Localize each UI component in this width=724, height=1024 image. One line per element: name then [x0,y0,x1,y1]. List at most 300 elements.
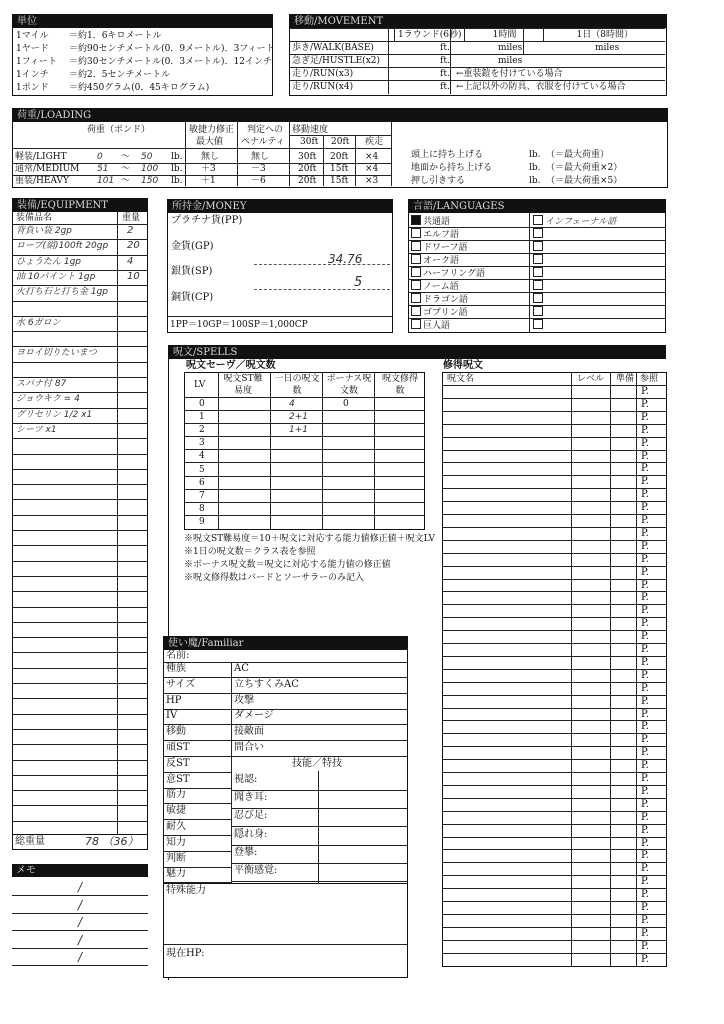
familiar-combat-label: ダメージ [234,710,274,722]
rule-line [13,729,147,730]
money-rate: 1PP＝10GP＝100SP＝1,000CP [170,320,308,330]
language-extra-label: インフェーナル語 [545,217,617,227]
familiar-combat-label: AC [234,663,249,674]
rule-line [13,438,147,439]
familiar-combat-label: 立ちすくみAC [234,678,299,690]
language-checkbox[interactable] [411,293,421,303]
spell-perday: 2+1 [289,412,308,423]
units-row-unit: 1インチ [16,70,49,80]
familiar-skill-label: 聞き耳: [234,792,268,804]
lift-row-note: （＝最大荷重×5） [546,176,623,186]
equipment-item-name: 油 10パイント 1gp [16,271,96,282]
rule-line [13,530,147,531]
language-extra-checkbox[interactable] [533,241,543,251]
lift-row-note: （＝最大荷重） [546,150,610,160]
rule-line [13,790,147,791]
rule-line [13,576,147,577]
language-extra-checkbox[interactable] [533,293,543,303]
rule-line [13,331,147,332]
loading-20-header: 20ft [331,137,350,147]
rule-line [443,888,666,889]
money-header: 所持金/MONEY [168,200,392,213]
rule-line [443,824,666,825]
loading-pen-header: 判定への [247,125,284,135]
loading-pen-header2: ペナルティ [241,137,285,147]
rule-line [13,775,147,776]
rule-line [443,695,666,696]
language-checkbox[interactable] [411,215,421,225]
units-row-unit: 1ポンド [16,83,49,93]
rule-line [443,759,666,760]
spell-level: 7 [199,490,205,501]
spell-ref-page: P. [641,605,649,617]
rule-line [231,863,407,864]
loading-row-run: ×3 [365,176,379,186]
familiar-stat-label: 意ST [166,773,190,785]
rule-line [231,826,407,827]
language-extra-checkbox[interactable] [533,228,543,238]
loading-row-s30: 20ft [298,164,317,174]
familiar-stat-label: 頑ST [166,742,190,753]
spell-ref-page: P. [641,411,649,423]
movement-row-miles: miles [498,56,523,66]
spell-ref-page: P. [641,824,649,836]
rule-line [443,914,666,915]
movement-row-label: 歩き/WALK(BASE) [292,43,374,53]
spell-level: 8 [199,503,205,514]
equipment-item-name: ヨロイ切りたいまつ [16,348,97,359]
familiar-combat-label: 間合い [234,742,264,753]
rule-line [443,669,666,670]
spell-save-table [184,372,425,530]
rule-line [13,545,147,546]
familiar-combat-label: 攻撃 [234,694,254,706]
spell-ref-page: P. [641,515,649,526]
rule-line [13,744,147,745]
loading-row-dex: 無し [201,152,220,162]
rule-line [443,798,666,799]
rule-line [185,449,424,450]
language-label: 共通語 [423,217,451,227]
rule-line [443,643,666,644]
loading-row-run: ×4 [365,152,379,162]
language-label: 巨人語 [423,321,451,331]
units-row-unit: 1ヤード [16,44,49,54]
money-panel [167,199,393,333]
lift-row-label: 頭上に持ち上げる [411,150,484,160]
loading-row-min: 0 [97,152,103,162]
language-checkbox[interactable] [411,241,421,251]
loading-row-label: 重装/HEAVY [15,176,69,186]
spell-ref-page: P. [641,386,649,397]
loading-row-max: 150 [141,176,159,186]
language-extra-checkbox[interactable] [533,319,543,329]
equipment-item-name: 火打ち石と打ち金 1gp [16,287,109,298]
rule-line [13,607,147,608]
rule-line [185,462,424,463]
equipment-item-weight: 20 [127,240,140,252]
spell-ref-page: P. [641,463,649,475]
rule-line [443,591,666,592]
rule-line [443,579,666,580]
rule-line [185,515,424,516]
rule-line [443,682,666,683]
spell-perday: 1+1 [289,425,308,436]
spell-level: 1 [199,412,205,423]
spell-note: ※呪文修得数はバードとソーサラーのみ記入 [184,573,365,583]
units-row-value: ＝約2．5センチメートル [69,70,171,80]
spell-ref-page: P. [641,889,649,901]
equipment-item-name: 背負い袋 2gp [16,226,73,236]
familiar-name-label: 名前: [166,650,190,661]
spell-ref-page: P. [641,540,649,552]
learned-level-header: レベル [577,374,605,384]
spell-ref-page: P. [641,760,649,772]
rule-line [12,913,148,914]
familiar-panel [163,636,408,978]
equipment-item-weight: 4 [127,255,134,267]
familiar-skills-title: 技能／特技 [292,758,342,769]
spell-ref-page: P. [641,437,649,449]
rule-line [13,637,147,638]
units-row-value: ＝約1．6キロメートル [69,31,162,41]
rule-line [443,656,666,657]
rule-line [13,698,147,699]
loading-header: 荷重/LOADING [13,109,667,122]
spell-ref-page: P. [641,773,649,784]
spell-ref-page: P. [641,644,649,655]
language-extra-checkbox[interactable] [533,215,543,225]
loading-weight-header: 荷重（ポンド） [87,125,151,135]
rule-line [443,927,666,928]
loading-row-lb: lb. [171,152,183,162]
rule-line [13,484,147,485]
spell-ref-page: P. [641,631,649,643]
spell-note: ※ボーナス呪文数＝呪文に対応する能力値の修正値 [184,560,391,570]
learned-spells-title: 修得呪文 [443,360,483,371]
spell-ref-page: P. [641,502,649,514]
spell-level: 0 [199,399,205,409]
movement-row-note: ←重装鎧を付けている場合 [456,69,563,79]
rule-line [13,301,147,302]
familiar-hp-label: 現在HP: [166,948,205,959]
rule-line [443,862,666,863]
learned-spells-table [442,372,667,967]
loading-row-lb: lb. [171,164,183,174]
movement-row-label: 走り/RUN(x3) [292,69,354,79]
notes-slash: / [78,897,83,912]
spell-ref-page: P. [641,553,649,565]
spells-header: 呪文/SPELLS [169,346,666,359]
rule-line [185,489,424,490]
spell-dc-header: 呪文ST難易度 [223,374,263,396]
language-extra-checkbox[interactable] [533,254,543,264]
movement-row-miles: miles [498,43,523,53]
rule-line [443,604,666,605]
spell-level: 6 [199,477,205,488]
language-checkbox[interactable] [411,306,421,316]
rule-line [523,28,524,55]
equipment-item-name: ロープ(絹)100ft 20gp [16,241,109,252]
language-extra-checkbox[interactable] [533,280,543,290]
familiar-stat-label: 筋力 [166,789,186,801]
learned-ref-header: 参照 [640,374,659,384]
rule-line [388,28,389,94]
language-extra-item[interactable] [533,319,545,332]
rule-line [443,385,666,386]
equipment-header: 装備/EQUIPMENT [13,199,147,212]
familiar-skill-label: 隠れ身: [234,828,268,840]
spell-bonus-header: ボーナス呪文数 [326,374,372,396]
units-header: 単位 [13,15,272,28]
rule-line [443,772,666,773]
loading-row-s30: 20ft [298,176,317,186]
language-checkbox[interactable] [411,267,421,277]
lift-row-label: 押し引きする [411,176,466,186]
spell-ref-page: P. [641,476,649,488]
language-label: ハーフリング語 [423,269,486,279]
loading-row-dex: ＋3 [201,164,216,174]
rule-line [13,805,147,806]
familiar-stat-label: 魅力 [166,868,186,880]
movement-row-ft: ft. [440,82,450,92]
spell-level: 9 [199,516,205,527]
spell-ref-page: P. [641,837,649,849]
money-gp-value: 34.76 [328,252,363,266]
rule-line [450,28,451,94]
rule-line [443,720,666,721]
movement-row-label: 走り/RUN(x4) [292,82,354,92]
spell-level: 4 [199,451,205,462]
familiar-stat-label: 判断 [166,852,186,864]
spell-note: ※呪文ST難易度＝10＋呪文に対応する能力値修正値＋呪文LV [184,534,436,544]
rule-line [13,714,147,715]
languages-header: 言語/LANGUAGES [409,200,665,213]
language-label: ノーム語 [423,282,459,292]
rule-line [443,411,666,412]
equipment-item-weight: 10 [127,270,140,282]
loading-row-label: 通常/MEDIUM [15,164,80,174]
movement-panel [289,14,667,96]
lift-row-label: 地面から持ち上げる [411,163,493,173]
rule-line [12,895,148,896]
rule-line [13,760,147,761]
language-item[interactable] [411,319,450,332]
equipment-item-name: シーツ x1 [16,424,57,435]
rule-line [13,362,147,363]
lift-row-lb: lb. [529,163,541,173]
loading-row-run: ×4 [365,164,379,174]
loading-run-header: 疾走 [365,137,384,147]
equipment-item-name: グリセリン 1/2 x1 [16,409,93,420]
rule-line [443,527,666,528]
spell-lv-header: LV [194,380,206,390]
equipment-name-header: 装備品名 [16,213,53,223]
learned-name-header: 呪文名 [447,374,475,384]
familiar-stat-label: IV [166,710,178,722]
language-checkbox[interactable] [411,228,421,238]
spell-ref-page: P. [641,914,649,926]
spell-known-header: 呪文修得数 [381,374,418,396]
equipment-weight-header: 重量 [122,213,141,223]
learned-prep-header: 準備 [616,374,635,384]
spell-perday-header: 一日の呪文数 [274,374,320,396]
spell-ref-page: P. [641,695,649,707]
spell-ref-page: P. [641,489,649,501]
rule-line [231,790,407,791]
language-checkbox[interactable] [411,254,421,264]
familiar-stat-label: 知力 [166,836,186,848]
notes-slash: / [78,915,83,929]
familiar-stat-label: サイズ [166,678,196,690]
rule-line [443,901,666,902]
loading-row-max: 100 [141,164,159,174]
rule-line [185,502,424,503]
familiar-skill-label: 登攀: [234,846,258,858]
familiar-stat-label: 反ST [166,757,190,769]
familiar-special-label: 特殊能力 [166,885,206,896]
spell-ref-page: P. [641,656,649,668]
language-label: ドラゴン語 [423,295,469,305]
spell-ref-page: P. [641,592,649,604]
rule-line [185,436,424,437]
movement-row-ft: ft. [440,43,450,53]
rule-line [13,591,147,592]
language-checkbox[interactable] [411,280,421,290]
loading-dex-header2: 最大値 [196,137,224,147]
loading-speed-header: 移動速度 [292,125,329,135]
rule-line [12,965,148,966]
language-checkbox[interactable] [411,319,421,329]
language-extra-checkbox[interactable] [533,267,543,277]
lift-row-lb: lb. [529,150,541,160]
spell-ref-page: P. [641,450,649,462]
spell-ref-page: P. [641,876,649,888]
rule-line [13,683,147,684]
spell-ref-page: P. [641,953,649,965]
loading-dex-header: 敏捷力修正 [189,125,235,135]
spell-ref-page: P. [641,579,649,591]
loading-row-pen: －6 [251,176,266,186]
movement-row-label: 急ぎ足/HUSTLE(x2) [292,56,381,66]
loading-row-tilde: 〜 [121,152,131,162]
loading-row-tilde: 〜 [121,164,131,174]
money-sp-value: 5 [354,275,363,290]
movement-row-ft: ft. [440,69,450,79]
spell-ref-page: P. [641,798,649,810]
spell-ref-page: P. [641,527,649,539]
rule-line [443,811,666,812]
movement-col-day: 1日（8時間） [544,29,665,42]
rule-line [13,821,147,822]
familiar-skill-label: 視認: [234,774,258,785]
familiar-combat-label: 接敵面 [234,726,264,738]
familiar-stat-label: 敏捷 [166,805,186,817]
notes-slash: / [78,950,83,964]
rule-line [443,475,666,476]
rule-line [443,617,666,618]
loading-row-lb: lb. [171,176,183,186]
loading-30-header: 30ft [300,137,319,147]
spell-ref-page: P. [641,811,649,823]
rule-line [231,756,407,757]
familiar-header: 使い魔/Familiar [164,637,407,650]
lift-row-note: （＝最大荷重×2） [546,163,623,173]
notes-slash: / [78,932,83,947]
loading-row-pen: －3 [251,164,266,174]
language-label: ドワーフ語 [423,243,468,253]
notes-header: メモ [12,864,148,877]
movement-col-hour: 1時間 [465,29,544,42]
rule-line [443,514,666,515]
rule-line [443,837,666,838]
rule-line [231,693,407,694]
loading-row-min: 101 [97,176,115,186]
spell-ref-page: P. [641,721,649,733]
notes-panel [12,864,148,976]
lift-row-lb: lb. [529,176,541,186]
movement-table [290,28,665,42]
loading-row-s20: 15ft [330,176,349,186]
language-extra-checkbox[interactable] [533,306,543,316]
loading-row-s20: 20ft [330,152,349,162]
rule-line [13,454,147,455]
spell-note: ※1日の呪文数＝クラス表を参照 [184,547,316,557]
rule-line [443,553,666,554]
rule-line [443,566,666,567]
units-row-unit: 1マイル [16,31,49,41]
equipment-item-name: ひょうたん 1gp [16,256,82,267]
spell-ref-page: P. [641,850,649,862]
languages-panel [408,199,666,333]
equipment-total-value: 78 （36） [85,835,139,848]
units-row-value: ＝約90センチメートル(0．9メートル)．3フィート [69,44,275,54]
loading-row-max: 50 [141,152,153,162]
rule-line [12,948,148,949]
money-cp-label: 銅貨(CP) [171,292,214,303]
loading-row-s20: 15ft [330,164,349,174]
rule-line [443,630,666,631]
equipment-item-weight: 2 [127,225,134,236]
units-row-unit: 1フィート [16,57,58,67]
rule-line [443,953,666,954]
movement-col-round: 1ラウンド(6秒) [395,29,465,42]
rule-line [13,668,147,669]
spell-level: 3 [199,438,205,449]
equipment-item-name: ジョウキク = 4 [16,394,80,405]
spell-ref-page: P. [641,927,649,939]
units-row-value: ＝約30センチメートル(0．3メートル)．12インチ [69,57,273,67]
familiar-stat-label: HP [166,694,182,706]
rule-line [443,450,666,451]
rule-line [443,488,666,489]
spell-ref-page: P. [641,424,649,436]
rule-line [13,622,147,623]
movement-row-miles-day: miles [595,43,620,53]
rule-line [443,424,666,425]
spell-ref-page: P. [641,566,649,578]
familiar-stat-label: 耐久 [166,821,186,832]
spell-ref-page: P. [641,618,649,630]
loading-row-min: 51 [97,164,109,174]
rule-line [443,462,666,463]
spell-ref-page: P. [641,734,649,746]
spell-ref-page: P. [641,902,649,913]
spell-ref-page: P. [641,747,649,759]
rule-line [13,469,147,470]
rule-line [443,501,666,502]
spell-level: 2 [199,425,205,436]
